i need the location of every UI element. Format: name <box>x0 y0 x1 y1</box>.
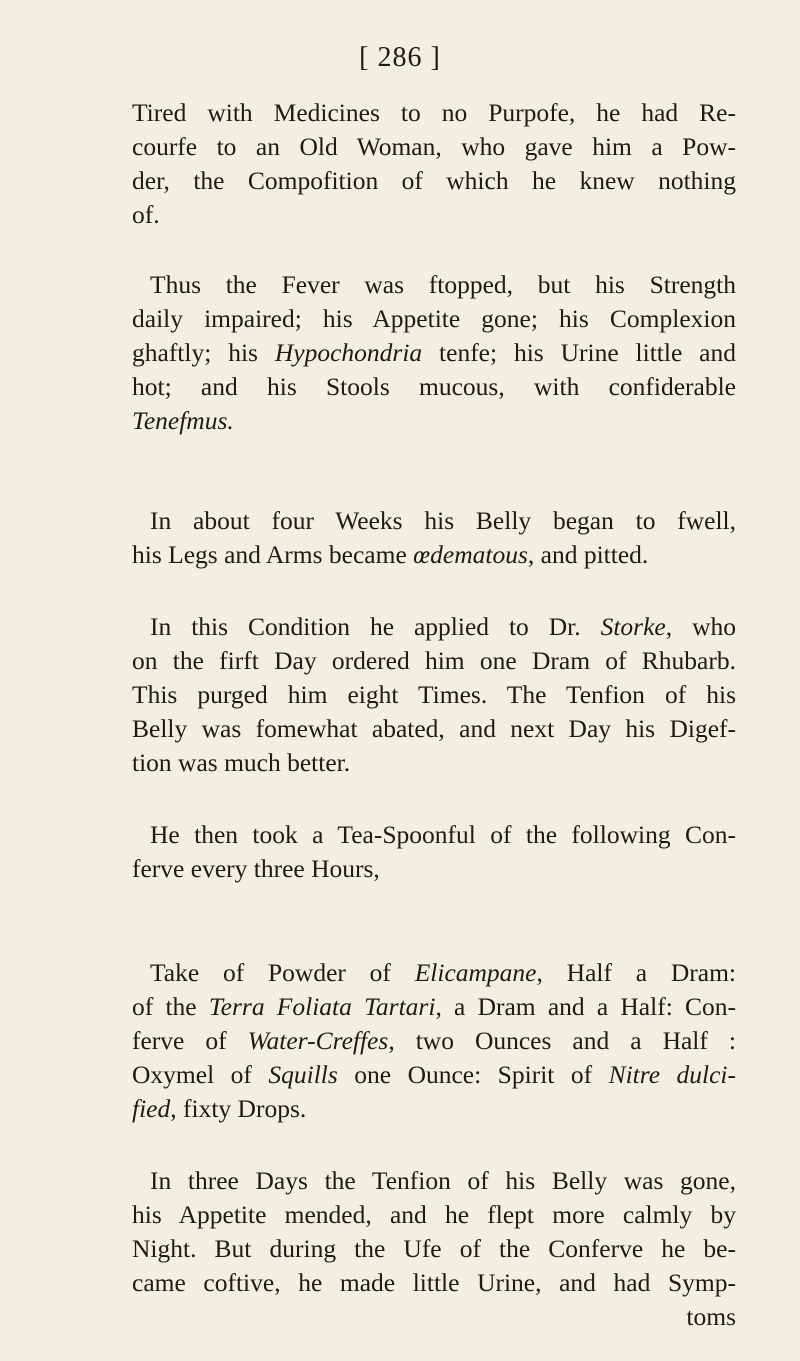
text-line: In about four Weeks his Belly began to fwell, <box>150 506 736 535</box>
paragraph-4 <box>132 610 736 780</box>
text-line: came coftive, he made little Urine, and had Symp- <box>132 1268 736 1297</box>
italic-term: fied <box>132 1094 171 1123</box>
text-line: In three Days the Tenfion of his Belly was gone, <box>150 1166 736 1195</box>
text-line: Thus the Fever was ftopped, but his Strength <box>150 270 736 299</box>
text-line: hot; and his Stools mucous, with confiderable <box>132 372 736 401</box>
text-line: ghaftly; his Hypochondria tenfe; his Urine little and <box>132 338 736 367</box>
text-line: Take of Powder of Elicampane, Half a Dram: <box>150 958 737 987</box>
text-line: his Legs and Arms became œdematous, and pitted. <box>132 540 649 569</box>
italic-term: œdematous <box>413 540 528 569</box>
text-line: Oxymel of Squills one Ounce: Spirit of Nitre dulci- <box>132 1060 737 1089</box>
italic-term: Squills <box>268 1060 338 1089</box>
text-line: fied, fixty Drops. <box>132 1094 307 1123</box>
text-line <box>132 404 736 438</box>
text-line: In this Condition he applied to Dr. Storke, who <box>150 612 736 641</box>
italic-term: Hypochondria <box>274 338 423 367</box>
italic-term: Nitre dulci- <box>608 1060 737 1089</box>
text-line: He then took a Tea-Spoonful of the following Con- <box>150 820 736 849</box>
text-line: of. <box>132 200 160 229</box>
text-line: daily impaired; his Appetite gone; his Complexion <box>132 304 736 333</box>
italic-term: Tenefmus. <box>132 406 234 435</box>
italic-term: Storke <box>600 612 666 641</box>
text-line: his Appetite mended, and he flept more calmly by <box>132 1200 736 1229</box>
text-line: on the firft Day ordered him one Dram of Rhubarb. <box>132 646 736 675</box>
text-line: der, the Compofition of which he knew nothing <box>132 166 736 195</box>
text-line: ferve every three Hours, <box>132 854 380 883</box>
italic-term: Terra Foliata Tartari <box>208 992 436 1021</box>
paragraph-1 <box>132 96 736 232</box>
text-line: Tired with Medicines to no Purpofe, he had Re- <box>132 98 736 127</box>
text-line: This purged him eight Times. The Tenfion of his <box>132 680 736 709</box>
paragraph-2 <box>132 268 736 438</box>
italic-term: Water-Creffes <box>247 1026 389 1055</box>
paragraph-5 <box>132 818 736 886</box>
italic-term: Elicampane <box>414 958 537 987</box>
catchword: toms <box>686 1302 736 1331</box>
text-line: Belly was fomewhat abated, and next Day his Digef- <box>132 714 736 743</box>
paragraph-7 <box>132 1164 736 1334</box>
text-line: ferve of Water-Creffes, two Ounces and a Half : <box>132 1026 736 1055</box>
paragraph-3 <box>132 504 736 572</box>
text-line: Night. But during the Ufe of the Conferve he be- <box>132 1234 736 1263</box>
text-line: courfe to an Old Woman, who gave him a Pow- <box>132 132 736 161</box>
page-number: [ 286 ] <box>359 42 441 73</box>
text-line: tion was much better. <box>132 748 351 777</box>
paragraph-6-recipe <box>132 956 736 1126</box>
text-line: of the Terra Foliata Tartari, a Dram and a Half: Con- <box>132 992 736 1021</box>
